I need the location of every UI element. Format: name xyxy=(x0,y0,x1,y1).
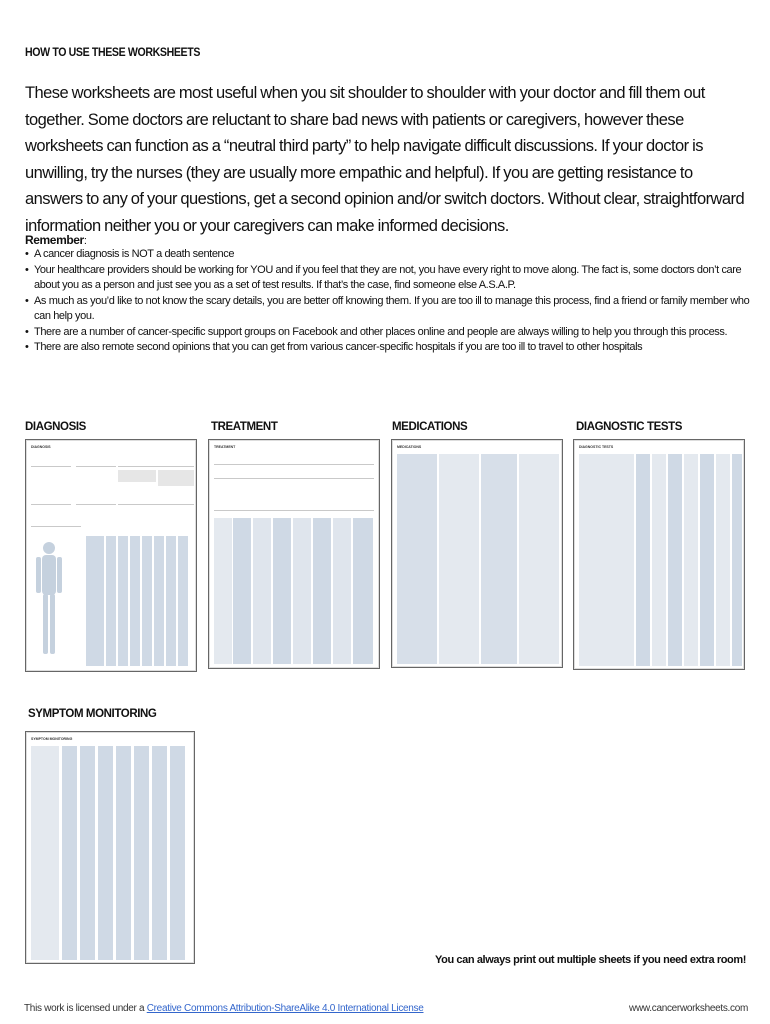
diagnostic-tests-label: DIAGNOSTIC TESTS xyxy=(576,421,683,433)
remember-item: • There are a number of cancer-specific support groups on Facebook and other places online and people are always willing to help you through this process. xyxy=(34,325,765,341)
thumbnail-title: TREATMENT xyxy=(214,445,236,449)
remember-item: • A cancer diagnosis is NOT a death sentence xyxy=(34,247,765,263)
license-footer: This work is licensed under a Creative Commons Attribution-ShareAlike 4.0 International License xyxy=(24,1003,424,1014)
page-heading: HOW TO USE THESE WORKSHEETS xyxy=(25,47,201,59)
thumbnail-title: MEDICATIONS xyxy=(397,445,422,449)
medications-label: MEDICATIONS xyxy=(392,421,468,433)
thumbnail-title: DIAGNOSIS xyxy=(31,445,51,449)
extra-room-note: You can always print out multiple sheets if you need extra room! xyxy=(435,954,746,966)
symptom-monitoring-label: SYMPTOM MONITORING xyxy=(28,708,157,720)
treatment-label: TREATMENT xyxy=(211,421,278,433)
license-link[interactable]: Creative Commons Attribution-ShareAlike 4.0 International License xyxy=(146,1003,424,1014)
diagnosis-label: DIAGNOSIS xyxy=(25,421,86,433)
remember-section xyxy=(25,233,765,356)
body-silhouette-icon xyxy=(34,540,64,660)
diagnostic-tests-worksheet-thumbnail[interactable] xyxy=(573,439,745,670)
remember-item: • Your healthcare providers should be working for YOU and if you feel that they are not, you have every right to move along. The fact is, some doctors don’t care about you as a person and just see you as a set of test results. If that’s the case, find someone else A.S.A.P. xyxy=(34,263,765,294)
remember-item: • As much as you’d like to not know the scary details, you are better off knowing them. If you are too ill to manage this process, find a friend or family member who can help you. xyxy=(34,294,765,325)
remember-title: Remember: xyxy=(25,233,87,247)
thumbnail-title: SYMPTOM MONITORING xyxy=(31,737,73,741)
website-url: www.cancerworksheets.com xyxy=(629,1003,748,1014)
medications-worksheet-thumbnail[interactable] xyxy=(391,439,563,668)
intro-paragraph: These worksheets are most useful when you sit shoulder to shoulder with your doctor and fill them out together. Some doctors are reluctant to share bad news with patients or caregivers, however these worksheets can function as a “neutral third party” to help navigate difficult discussions. If your doctor is unwilling, try the nurses (they are usually more empathic and helpful). If you are getting resistance to answers to any of your questions, get a second opinion and/or switch doctors. Without clear, straightforward information neither you or your caregivers can make informed decisions. xyxy=(25,84,745,235)
remember-list xyxy=(25,247,765,356)
diagnosis-worksheet-thumbnail[interactable] xyxy=(25,439,197,672)
remember-item: • There are also remote second opinions that you can get from various cancer-specific hospitals if you are too ill to travel to other hospitals xyxy=(34,340,765,356)
symptom-monitoring-worksheet-thumbnail[interactable] xyxy=(25,731,195,964)
treatment-worksheet-thumbnail[interactable] xyxy=(208,439,380,669)
thumbnail-title: DIAGNOSTIC TESTS xyxy=(579,445,614,449)
